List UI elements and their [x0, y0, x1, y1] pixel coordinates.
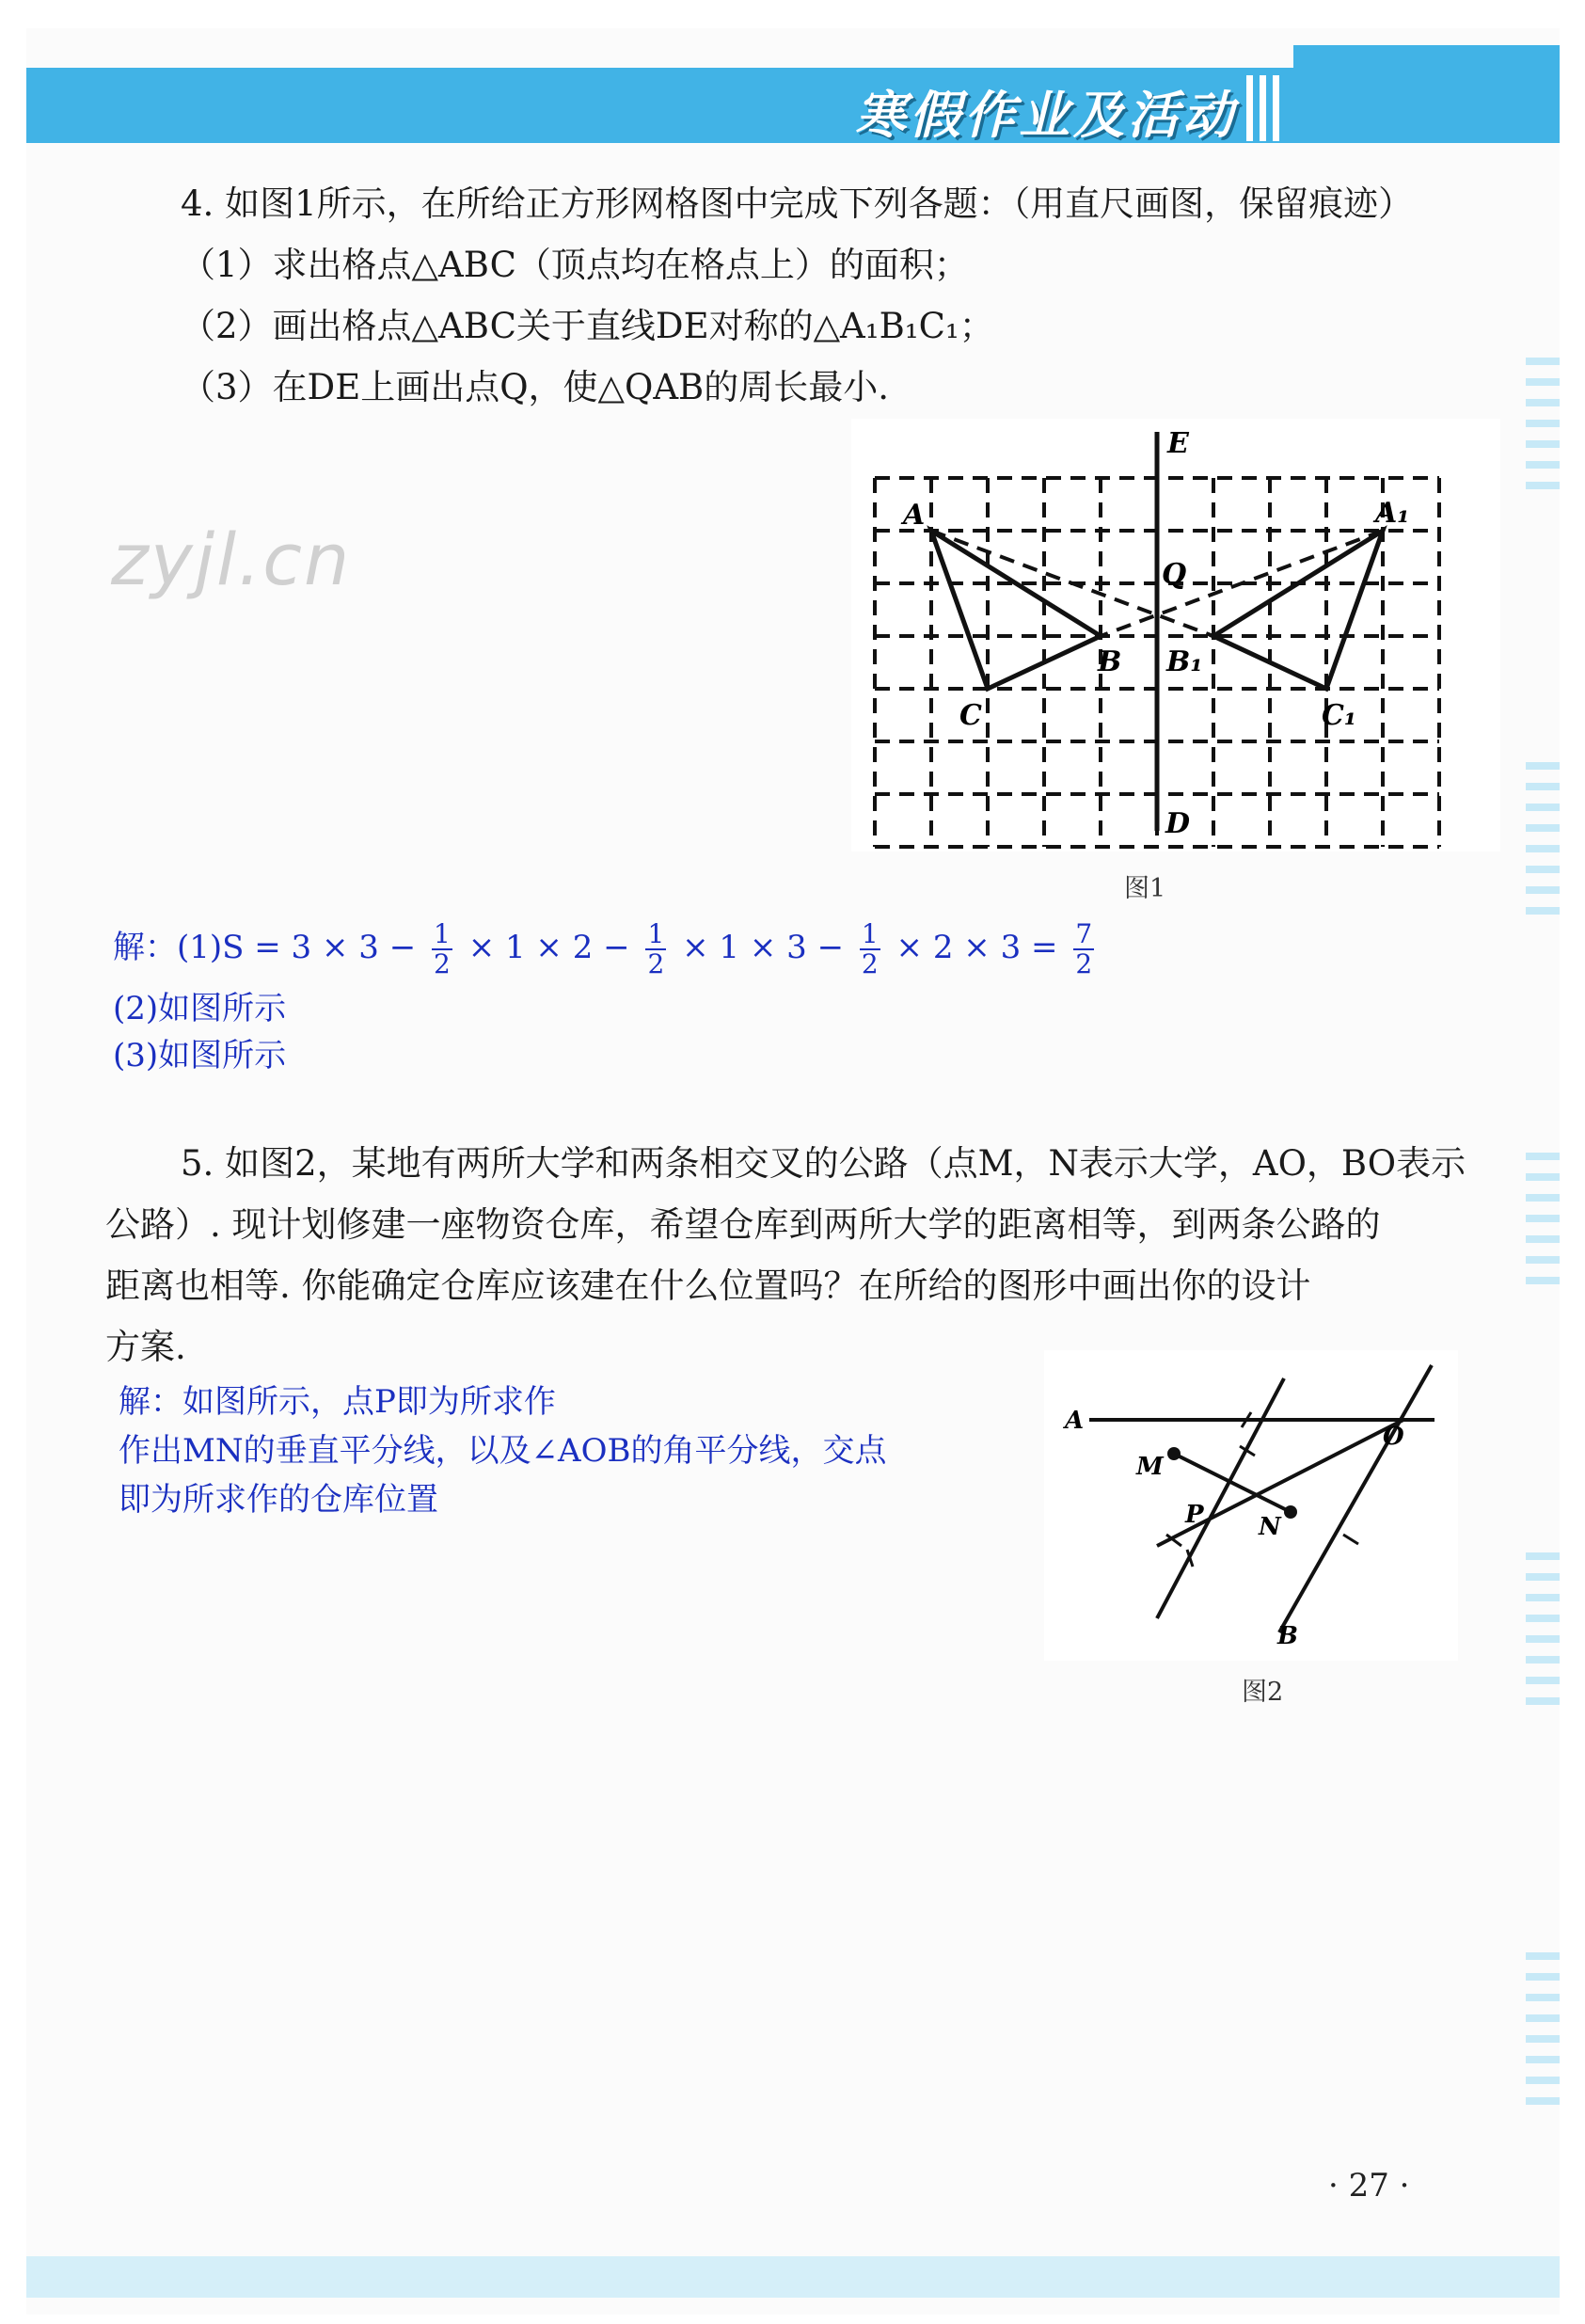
edge-decoration-2 — [1526, 762, 1560, 928]
fraction-half-1: $\frac{1}{2}$ — [434, 918, 451, 979]
figure-1 — [851, 419, 1500, 852]
answer-4-formula-start: 解：(1)S = 3 × 3 − — [113, 929, 417, 966]
q5-line-1: 5. 如图2，某地有两所大学和两条相交叉的公路（点M，N表示大学，AO，BO表示 — [181, 1143, 1466, 1184]
answer-4-term-3: × 2 × 3 = — [896, 929, 1058, 966]
figure-2 — [1044, 1350, 1458, 1661]
page-number: · 27 · — [1328, 2167, 1410, 2205]
fig2-label-B: B — [1277, 1622, 1298, 1650]
footer-bar — [26, 2256, 1560, 2298]
answer-4-term-1: × 1 × 2 − — [468, 929, 630, 966]
point-N — [1284, 1505, 1297, 1519]
figure-2-caption: 图2 — [1242, 1678, 1284, 1707]
edge-decoration-3 — [1526, 1153, 1560, 1297]
answer-5-line-1: 解：如图所示，点P即为所求作 — [119, 1383, 556, 1421]
fraction-half-3: $\frac{1}{2}$ — [861, 918, 879, 979]
label-C1: C₁ — [1322, 699, 1357, 732]
q4-stem: 4. 如图1所示，在所给正方形网格图中完成下列各题：（用直尺画图，保留痕迹） — [181, 183, 1414, 224]
label-C: C — [959, 699, 982, 732]
fig2-label-M: M — [1136, 1453, 1164, 1481]
header-block — [1293, 45, 1560, 143]
label-A1: A₁ — [1375, 497, 1410, 530]
q4-part1: （1）求出格点△ABC（顶点均在格点上）的面积； — [181, 245, 969, 285]
edge-decoration-1 — [1526, 358, 1560, 502]
q5-line-3: 距离也相等. 你能确定仓库应该建在什么位置吗？在所给的图形中画出你的设计 — [105, 1265, 1311, 1306]
fig2-label-O: O — [1383, 1423, 1404, 1451]
q4-part2: （2）画出格点△ABC关于直线DE对称的△A₁B₁C₁； — [181, 306, 994, 346]
fraction-half-2: $\frac{1}{2}$ — [647, 918, 665, 979]
q5-line-2: 公路）. 现计划修建一座物资仓库，希望仓库到两所大学的距离相等，到两条公路的 — [105, 1204, 1381, 1245]
fig2-label-P: P — [1185, 1501, 1204, 1529]
label-Q: Q — [1162, 558, 1187, 591]
point-M — [1167, 1447, 1181, 1460]
answer-4-part1 — [113, 920, 1100, 979]
edge-decoration-4 — [1526, 1552, 1560, 1718]
answer-5-line-2: 作出MN的垂直平分线，以及∠AOB的角平分线，交点 — [119, 1432, 887, 1470]
watermark: zyjl.cn — [111, 517, 352, 601]
label-B1: B₁ — [1166, 645, 1203, 678]
label-E: E — [1167, 427, 1189, 460]
label-D: D — [1165, 807, 1191, 840]
q4-part3: （3）在DE上画出点Q，使△QAB的周长最小. — [181, 367, 890, 407]
fraction-result: $\frac{7}{2}$ — [1075, 918, 1093, 979]
answer-4-part2: (2)如图所示 — [113, 990, 287, 1027]
q5-line-4: 方案. — [105, 1327, 186, 1367]
label-A: A — [903, 499, 926, 532]
fig2-label-A: A — [1065, 1407, 1085, 1435]
answer-4-part3: (3)如图所示 — [113, 1037, 287, 1074]
answer-5-line-3: 即为所求作的仓库位置 — [119, 1481, 438, 1519]
fig2-label-N: N — [1259, 1513, 1281, 1541]
header-title: 寒假作业及活动 — [855, 86, 1237, 145]
answer-4-term-2: × 1 × 3 − — [682, 929, 845, 966]
label-B: B — [1098, 645, 1122, 678]
figure-1-caption: 图1 — [1124, 874, 1166, 903]
edge-decoration-5 — [1526, 1952, 1560, 2118]
